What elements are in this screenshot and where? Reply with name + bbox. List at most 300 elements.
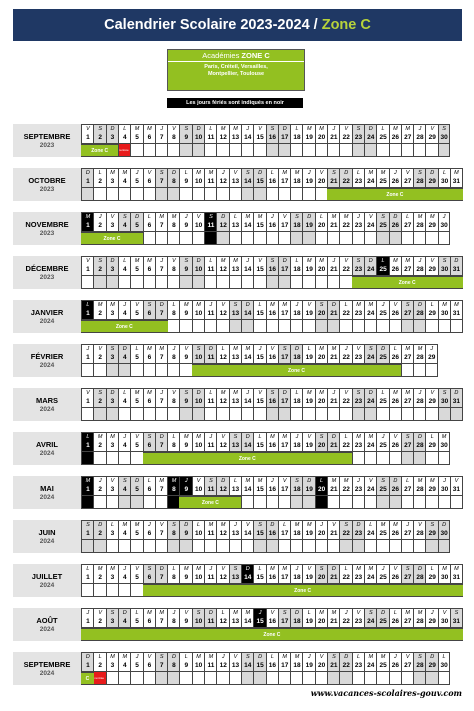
day-number: 19 — [305, 662, 313, 669]
weekday-letter: M — [147, 390, 152, 396]
day-header — [82, 212, 94, 232]
day-cell — [204, 124, 217, 157]
weekday-letter: L — [430, 566, 434, 572]
day-header — [94, 344, 106, 364]
day-slot — [242, 276, 254, 289]
day-header — [193, 124, 205, 144]
day-number: 30 — [440, 266, 449, 273]
day-slot — [156, 364, 168, 377]
day-cell — [278, 388, 291, 421]
day-header — [107, 168, 119, 188]
weekday-letter: D — [381, 610, 386, 616]
day-slot — [267, 320, 279, 333]
day-number: 18 — [293, 222, 301, 229]
day-header — [291, 476, 303, 496]
day-number: 21 — [330, 662, 338, 669]
day-header — [340, 608, 352, 628]
day-number: 20 — [317, 266, 326, 273]
day-header — [353, 124, 365, 144]
day-header — [439, 652, 450, 672]
day-header — [168, 168, 180, 188]
weekday-letter: M — [270, 302, 275, 308]
day-number: 13 — [231, 134, 240, 141]
day-cell — [389, 432, 402, 465]
weekday-letter: M — [405, 126, 410, 132]
day-slot — [242, 320, 254, 333]
weekday-letter: M — [257, 478, 263, 484]
day-header — [426, 564, 438, 584]
day-number: 11 — [207, 530, 215, 537]
day-cell — [389, 124, 402, 157]
day-number: 4 — [122, 178, 127, 185]
weekday-letter: V — [258, 258, 262, 264]
weekday-letter: S — [147, 302, 152, 308]
day-slot — [316, 188, 328, 201]
day-header — [279, 124, 291, 144]
weekday-letter: S — [381, 478, 385, 484]
day-cell — [81, 476, 94, 509]
day-cell — [216, 520, 229, 553]
day-number: 29 — [428, 618, 436, 625]
day-slot — [205, 276, 217, 289]
day-number: 16 — [268, 266, 277, 273]
day-number: 25 — [379, 266, 387, 273]
day-cell — [229, 212, 242, 245]
month-label — [13, 432, 81, 465]
weekday-letter: J — [160, 258, 164, 264]
day-header — [131, 652, 143, 672]
day-number: 5 — [135, 134, 139, 141]
day-cell — [266, 476, 279, 509]
weekday-letter: M — [233, 390, 238, 396]
weekday-letter: J — [221, 170, 225, 176]
weekday-letter: J — [332, 126, 336, 132]
weekday-letter: V — [86, 390, 90, 396]
day-cell — [118, 652, 131, 685]
day-slot — [390, 232, 402, 245]
day-number: 7 — [159, 574, 164, 581]
weekday-letter: D — [368, 390, 373, 396]
weekday-letter: L — [86, 302, 90, 308]
day-cell — [118, 168, 131, 201]
day-number: 27 — [404, 530, 412, 537]
weekday-letter: V — [172, 126, 176, 132]
weekday-letter: L — [172, 434, 176, 440]
weekday-letter: L — [258, 302, 262, 308]
day-header — [144, 124, 156, 144]
day-slot — [254, 540, 266, 553]
weekday-letter: M — [441, 434, 447, 440]
day-slot — [279, 672, 291, 685]
weekday-letter: M — [147, 346, 152, 352]
weekday-letter: J — [381, 434, 385, 440]
day-header — [316, 388, 328, 408]
weekday-letter: M — [306, 390, 312, 396]
day-slot — [254, 188, 266, 201]
day-slot — [242, 672, 254, 685]
weekday-letter: M — [110, 302, 115, 308]
month-name: AVRIL — [36, 440, 58, 449]
day-cell — [302, 168, 315, 201]
day-header — [340, 652, 352, 672]
day-cell — [290, 652, 303, 685]
weekday-letter: V — [221, 434, 226, 440]
day-number: 4 — [122, 662, 127, 669]
day-number: 20 — [317, 178, 326, 185]
day-slot — [279, 540, 291, 553]
day-header — [230, 256, 242, 276]
day-number: 10 — [194, 442, 203, 449]
day-cell — [155, 212, 168, 245]
day-header — [303, 432, 315, 452]
day-number: 6 — [147, 266, 152, 273]
day-number: 9 — [184, 530, 189, 537]
day-cell — [143, 476, 156, 509]
day-number: 3 — [110, 178, 115, 185]
day-number: 13 — [231, 266, 240, 273]
day-cell — [241, 256, 254, 289]
day-number: 10 — [194, 618, 203, 625]
day-slot — [205, 144, 217, 157]
weekday-letter: V — [172, 258, 176, 264]
day-cell — [376, 476, 389, 509]
day-cell — [315, 212, 328, 245]
footer-url[interactable]: www.vacances-scolaires-gouv.com — [310, 688, 462, 698]
day-cell — [167, 212, 180, 245]
day-header — [193, 300, 205, 320]
day-header — [353, 344, 365, 364]
day-number: 24 — [367, 178, 375, 185]
day-number: 9 — [184, 574, 189, 581]
day-number: 2 — [98, 442, 102, 449]
vacation-band: Zone C — [81, 144, 118, 157]
day-slot — [377, 320, 389, 333]
day-number: 10 — [194, 310, 203, 317]
day-slot — [242, 144, 254, 157]
weekday-letter: L — [258, 566, 262, 572]
weekday-letter: M — [233, 126, 238, 132]
day-header — [451, 388, 462, 408]
weekday-letter: M — [134, 390, 140, 396]
weekday-letter: M — [220, 522, 226, 528]
day-header — [168, 564, 180, 584]
day-slot — [242, 408, 254, 421]
day-header — [94, 652, 106, 672]
day-cell — [290, 256, 303, 289]
day-header — [365, 432, 377, 452]
day-number: 3 — [110, 442, 115, 449]
day-cell — [401, 212, 414, 245]
day-number: 24 — [367, 266, 375, 273]
day-number: 27 — [404, 354, 412, 361]
weekday-letter: M — [245, 478, 251, 484]
day-header — [230, 520, 242, 540]
day-header — [402, 344, 414, 364]
day-slot — [168, 496, 180, 509]
day-slot — [107, 540, 119, 553]
day-cell — [241, 388, 254, 421]
day-header — [254, 344, 266, 364]
day-header — [180, 256, 192, 276]
weekday-letter: M — [134, 126, 140, 132]
day-number: 22 — [342, 442, 350, 449]
weekday-letter: S — [147, 566, 152, 572]
day-slot — [414, 144, 426, 157]
day-number: 2 — [98, 486, 102, 493]
day-header — [230, 432, 242, 452]
day-cell — [401, 476, 414, 509]
day-header — [131, 300, 143, 320]
weekday-letter: L — [356, 654, 361, 660]
day-cell — [413, 388, 426, 421]
weekday-letter: S — [184, 390, 189, 396]
weekday-letter: M — [380, 522, 386, 528]
day-number: 5 — [135, 178, 139, 185]
weekday-letter: V — [393, 434, 398, 440]
day-header — [230, 344, 242, 364]
day-header — [353, 388, 365, 408]
day-number: 5 — [135, 398, 139, 405]
day-slot — [193, 232, 205, 245]
day-slot — [217, 232, 229, 245]
day-number: 14 — [244, 134, 252, 141]
day-slot — [340, 672, 352, 685]
day-number: 3 — [110, 486, 115, 493]
day-number: 1 — [86, 442, 90, 449]
day-cell — [376, 212, 389, 245]
weekday-letter: V — [196, 478, 201, 484]
day-number: 5 — [135, 618, 139, 625]
day-cell — [192, 520, 205, 553]
day-slot — [193, 540, 205, 553]
day-number: 7 — [159, 266, 164, 273]
day-cell — [192, 124, 205, 157]
day-header — [242, 652, 254, 672]
weekday-letter: V — [368, 478, 373, 484]
day-cell — [278, 520, 291, 553]
weekday-letter: M — [171, 214, 177, 220]
day-cell — [302, 520, 315, 553]
day-number: 23 — [354, 662, 363, 669]
day-cell — [413, 124, 426, 157]
day-slot — [94, 496, 106, 509]
weekday-letter: S — [356, 126, 361, 132]
day-cell — [253, 476, 266, 509]
day-cell — [438, 432, 451, 465]
day-slot — [365, 496, 377, 509]
day-header — [267, 564, 279, 584]
day-cell — [93, 564, 106, 597]
holidays-note: Les jours fériés sont indiqués en noir — [167, 98, 303, 108]
day-header — [217, 388, 229, 408]
day-number: 29 — [428, 486, 436, 493]
day-header — [131, 608, 143, 628]
weekday-letter: M — [196, 170, 201, 176]
day-slot — [205, 408, 217, 421]
weekday-letter: M — [356, 566, 361, 572]
day-cell — [413, 476, 426, 509]
day-header — [279, 212, 291, 232]
day-cell — [192, 652, 205, 685]
day-header — [193, 168, 205, 188]
day-cell — [364, 212, 377, 245]
weekday-letter: M — [110, 566, 115, 572]
day-header — [94, 124, 106, 144]
weekday-letter: L — [184, 170, 188, 176]
weekday-letter: M — [110, 170, 115, 176]
day-header — [94, 608, 106, 628]
day-number: 12 — [219, 134, 227, 141]
day-slot — [230, 144, 242, 157]
weekday-letter: L — [295, 258, 299, 264]
day-number: 12 — [219, 618, 227, 625]
day-number: 26 — [391, 266, 400, 273]
weekday-letter: V — [393, 302, 398, 308]
day-number: 5 — [135, 354, 139, 361]
weekday-letter: M — [319, 390, 324, 396]
month-row — [13, 388, 462, 421]
month-row — [13, 300, 462, 333]
day-header — [94, 476, 106, 496]
weekday-letter: S — [233, 566, 238, 572]
weekday-letter: L — [135, 610, 139, 616]
day-number: 6 — [147, 618, 152, 625]
day-number: 30 — [440, 574, 449, 581]
day-number: 3 — [110, 134, 115, 141]
weekday-letter: J — [430, 346, 434, 352]
day-slot — [402, 364, 414, 377]
day-slot — [291, 408, 303, 421]
day-cell — [290, 168, 303, 201]
day-header — [451, 256, 462, 276]
day-header — [94, 212, 106, 232]
day-header — [180, 608, 192, 628]
day-header — [217, 300, 229, 320]
day-header — [390, 652, 402, 672]
day-number: 17 — [281, 486, 289, 493]
month-year: 2023 — [39, 186, 55, 193]
day-number: 21 — [330, 310, 338, 317]
day-slot — [328, 276, 340, 289]
weekday-letter: L — [307, 610, 311, 616]
weekday-letter: S — [110, 610, 115, 616]
day-cell — [192, 300, 205, 333]
day-header — [365, 520, 377, 540]
day-slot — [402, 540, 414, 553]
day-cell — [327, 256, 340, 289]
day-number: 16 — [268, 442, 277, 449]
weekday-letter: D — [135, 214, 140, 220]
day-header — [279, 564, 291, 584]
day-slot — [168, 232, 180, 245]
day-cell — [130, 344, 143, 377]
day-header — [303, 520, 315, 540]
day-slot — [131, 540, 143, 553]
day-slot — [205, 320, 217, 333]
weekday-letter: M — [368, 434, 374, 440]
weekday-letter: M — [183, 434, 189, 440]
weekday-letter: L — [381, 258, 385, 264]
day-cell — [179, 344, 192, 377]
day-slot — [230, 672, 242, 685]
day-header — [242, 608, 254, 628]
day-cell — [389, 212, 402, 245]
day-header — [291, 168, 303, 188]
day-header — [82, 168, 94, 188]
weekday-letter: L — [283, 522, 287, 528]
weekday-letter: D — [331, 302, 336, 308]
day-slot — [82, 188, 94, 201]
day-slot — [426, 144, 438, 157]
day-cell — [167, 344, 180, 377]
day-header — [168, 476, 180, 496]
day-cell — [130, 652, 143, 685]
day-number: 31 — [452, 310, 461, 317]
day-header — [402, 388, 414, 408]
weekday-letter: D — [208, 346, 213, 352]
weekday-letter: J — [246, 126, 250, 132]
day-cell — [413, 432, 426, 465]
weekday-letter: V — [418, 522, 422, 528]
day-header — [119, 212, 131, 232]
weekday-letter: S — [172, 522, 176, 528]
day-number: 14 — [244, 662, 252, 669]
weekday-letter: S — [368, 610, 373, 616]
day-slot — [414, 540, 426, 553]
day-slot — [217, 320, 229, 333]
day-number: 18 — [293, 442, 301, 449]
weekday-letter: S — [295, 478, 299, 484]
weekday-letter: V — [233, 170, 238, 176]
day-cell — [143, 652, 156, 685]
weekday-letter: V — [356, 346, 361, 352]
weekday-letter: V — [307, 566, 312, 572]
day-header — [303, 608, 315, 628]
day-cell — [290, 520, 303, 553]
day-cell — [290, 212, 303, 245]
day-slot — [156, 144, 168, 157]
weekday-letter: D — [245, 302, 250, 308]
day-number: 13 — [231, 310, 240, 317]
day-header — [107, 344, 119, 364]
weekday-letter: D — [295, 610, 299, 616]
day-number: 31 — [452, 574, 461, 581]
weekday-letter: M — [85, 478, 91, 484]
day-header — [303, 652, 315, 672]
day-header — [217, 564, 229, 584]
day-slot — [340, 320, 352, 333]
day-slot — [254, 144, 266, 157]
day-number: 15 — [256, 354, 264, 361]
day-header — [94, 388, 106, 408]
day-cell — [130, 168, 143, 201]
day-number: 12 — [219, 486, 227, 493]
day-header — [94, 256, 106, 276]
weekday-letter: D — [258, 654, 263, 660]
weekday-letter: J — [271, 478, 274, 484]
day-header — [390, 212, 402, 232]
day-slot — [414, 672, 426, 685]
weekday-letter: M — [220, 258, 226, 264]
day-cell — [278, 168, 291, 201]
day-slot — [316, 672, 328, 685]
weekday-letter: V — [344, 390, 349, 396]
day-slot — [254, 232, 266, 245]
day-number: 27 — [404, 618, 412, 625]
day-cell — [290, 476, 303, 509]
day-number: 1 — [86, 530, 90, 537]
weekday-letter: J — [123, 434, 127, 440]
